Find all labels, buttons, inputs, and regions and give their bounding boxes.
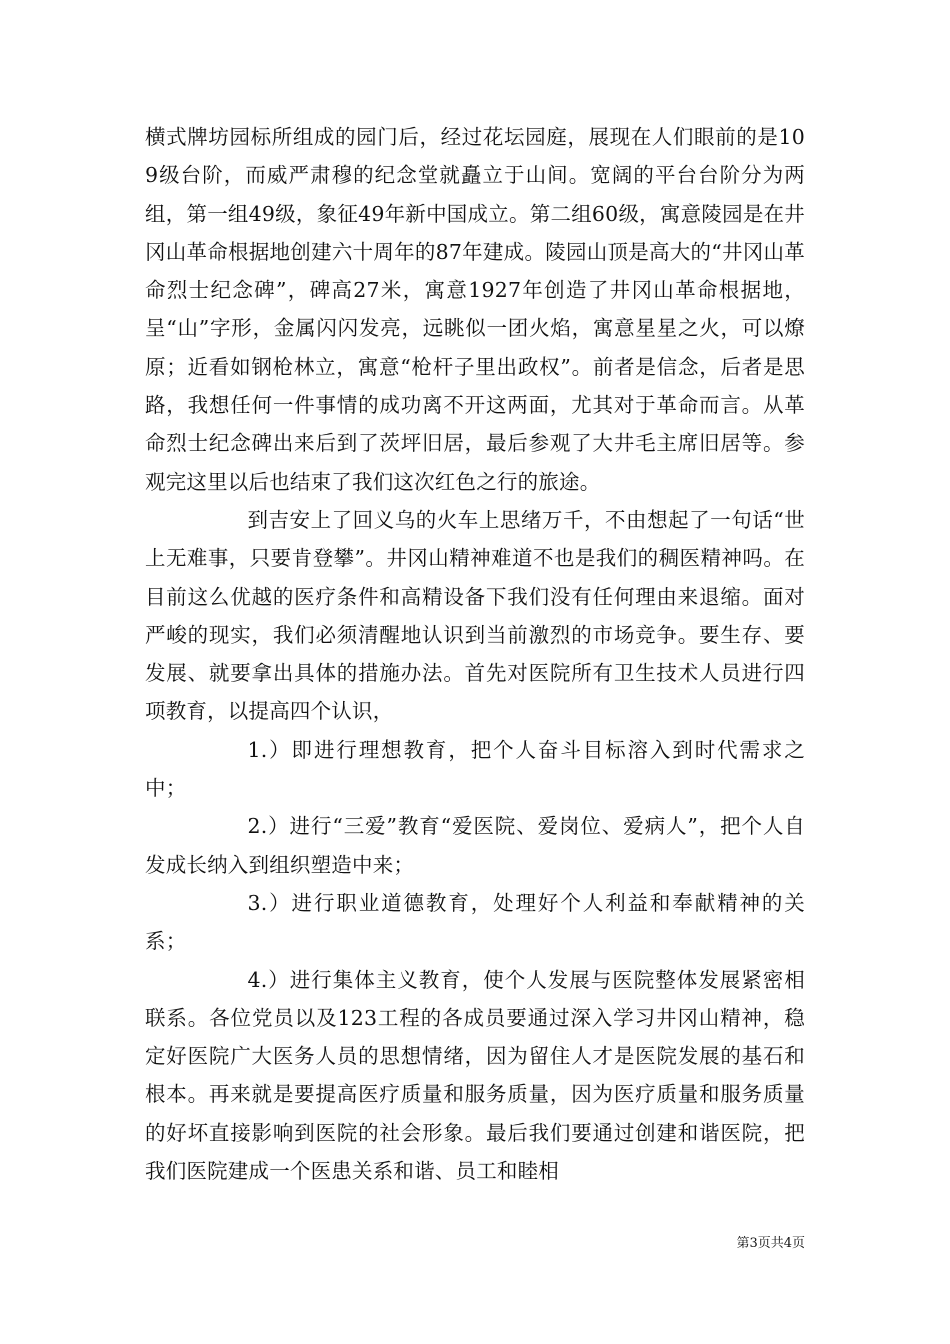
list-item-ideal-education: 1.）即进行理想教育，把个人奋斗目标溶入到时代需求之中；	[145, 737, 805, 801]
paragraph-reflection: 到吉安上了回义乌的火车上思绪万千，不由想起了一句话“世上无难事，只要肯登攀”。井冈山精神难道不也是我们的稠医精神吗。在目前这么优越的医疗条件和高精设备下我们没有任何理由来退缩。面对严峻的现实，我们必须清醒地认识到当前激烈的市场竞争。要生存、要发展、就要拿出具体的措施办法。首先对医院所有卫生技术人员进行四项教育，以提高四个认识，	[145, 507, 805, 724]
list-item-three-love-education: 2.）进行“三爱”教育“爱医院、爱岗位、爱病人”，把个人自发成长纳入到组织塑造中来；	[145, 814, 805, 877]
document-body	[145, 118, 805, 1190]
page-number-footer: 第3页共4页	[736, 1236, 805, 1251]
list-item-collectivism-education: 4.）进行集体主义教育，使个人发展与医院整体发展紧密相联系。各位党员以及123工程的各成员要通过深入学习井冈山精神，稳定好医院广大医务人员的思想情绪，因为留住人才是医院发展的基石和根本。再来就是要提高医疗质量和服务质量，因为医疗质量和服务质量的好坏直接影响到医院的社会形象。最后我们要通过创建和谐医院，把我们医院建成一个医患关系和谐、员工和睦相	[145, 967, 805, 1184]
paragraph-lingyuan: 横式牌坊园标所组成的园门后，经过花坛园庭，展现在人们眼前的是109级台阶，而威严肃穆的纪念堂就矗立于山间。宽阔的平台台阶分为两组，第一组49级，象征49年新中国成立。第二组60级，寓意陵园是在井冈山革命根据地创建六十周年的87年建成。陵园山顶是高大的“井冈山革命烈士纪念碑”，碑高27米，寓意1927年创造了井冈山革命根据地，呈“山”字形，金属闪闪发亮，远眺似一团火焰，寓意星星之火，可以燎原；近看如钢枪林立，寓意“枪杆子里出政权”。前者是信念，后者是思路，我想任何一件事情的成功离不开这两面，尤其对于革命而言。从革命烈士纪念碑出来后到了茨坪旧居，最后参观了大井毛主席旧居等。参观完这里以后也结束了我们这次红色之行的旅途。	[145, 125, 805, 494]
list-item-ethics-education: 3.）进行职业道德教育，处理好个人利益和奉献精神的关系；	[145, 890, 805, 954]
